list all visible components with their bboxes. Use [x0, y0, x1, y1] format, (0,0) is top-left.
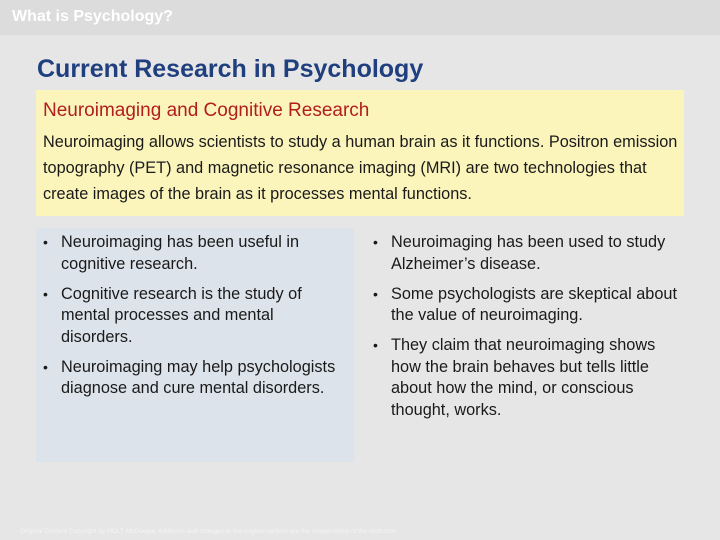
list-item [36, 284, 346, 349]
list-item [366, 232, 684, 275]
left-column [36, 228, 354, 462]
header-bar [0, 0, 720, 35]
list-item [366, 284, 684, 327]
bullet-text: Neuroimaging has been used to study Alzheimer’s disease. [391, 233, 666, 273]
bullet-icon: • [43, 285, 48, 302]
right-bullet-list [366, 232, 684, 430]
bullet-text: Some psychologists are skeptical about the value of neuroimaging. [391, 284, 677, 324]
intro-heading: Neuroimaging and Cognitive Research [43, 100, 370, 121]
bullet-icon: • [43, 234, 48, 250]
bullet-icon: • [373, 234, 378, 250]
list-item [366, 335, 684, 421]
bullet-icon: • [373, 285, 378, 302]
list-item [36, 357, 346, 400]
intro-box [36, 90, 684, 216]
section-title: What is Psychology? [12, 8, 173, 25]
slide-title: Current Research in Psychology [37, 55, 424, 83]
bullet-icon: • [43, 358, 48, 375]
right-column [366, 228, 684, 462]
bullet-icon: • [373, 337, 378, 353]
bullet-text: Neuroimaging has been useful in cognitive research. [61, 233, 300, 273]
intro-text: Neuroimaging allows scientists to study a human brain as it functions. Positron emission topography (PET) and magnetic resonance imaging (MRI) are two technologies that create images of the brain as it processes mental functions. [43, 133, 678, 203]
bullet-text: Cognitive research is the study of mental processes and mental disorders. [61, 284, 302, 346]
list-item [36, 232, 346, 275]
bullet-text: They claim that neuroimaging shows how the brain behaves but tells little about how the mind, or conscious thought, works. [391, 336, 656, 419]
bullet-text: Neuroimaging may help psychologists diagnose and cure mental disorders. [61, 357, 336, 397]
left-bullet-list [36, 232, 346, 408]
copyright-footer: Original Content Copyright by HOLT McDougal. Additions and changes to the original content are the responsibility of the instructor. [20, 528, 398, 535]
